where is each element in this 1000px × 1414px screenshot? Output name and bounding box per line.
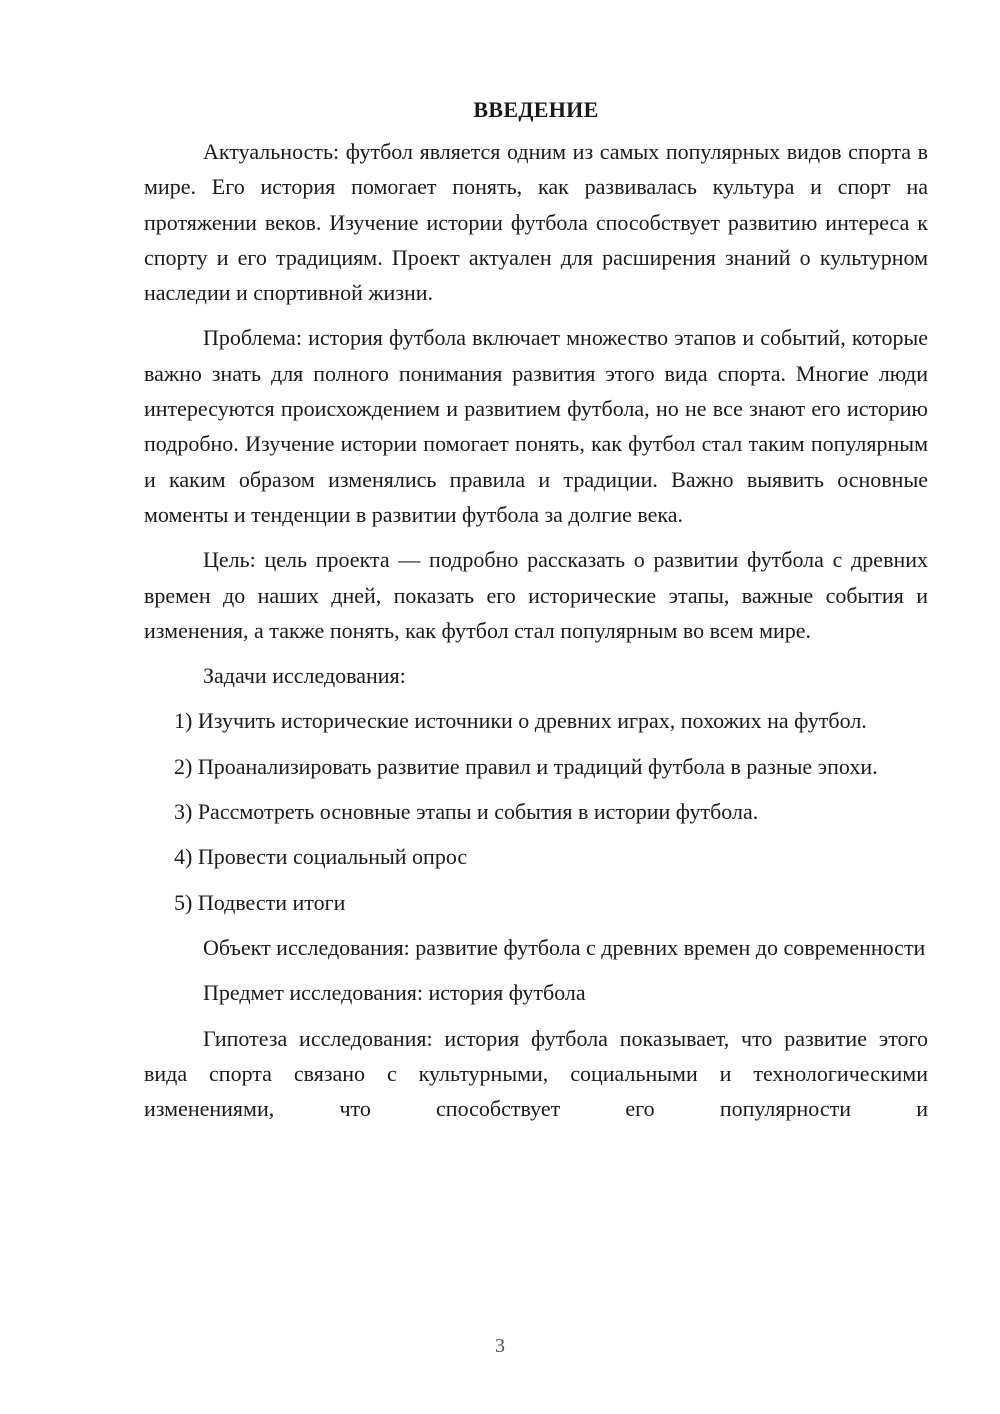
task-item-5: 5) Подвести итоги — [174, 889, 346, 915]
paragraph-problem: Проблема: история футбола включает множество этапов и событий, которые важно знать для полного понимания развития этого вида спорта. Многие люди интересуются происхождением и развитием футбола, но не все знают его историю подробно. Изучение истории помогает понять, как футбол стал таким популярным и каким образом изменялись правила и традиции. Важно выявить основные моменты и тенденции в развитии футбола за долгие века. — [144, 325, 928, 527]
paragraph-relevance: Актуальность: футбол является одним из самых популярных видов спорта в мире. Его история помогает понять, как развивалась культура и спорт на протяжении веков. Изучение истории футбола способствует развитию интереса к спорту и его традициям. Проект актуален для расширения знаний о культурном наследии и спортивной жизни. — [144, 139, 928, 306]
task-item-3: 3) Рассмотреть основные этапы и события в истории футбола. — [174, 799, 759, 825]
task-item-2: 2) Проанализировать развитие правил и традиций футбола в разные эпохи. — [174, 753, 878, 779]
paragraph-subject: Предмет исследования: история футбола — [203, 980, 586, 1006]
paragraph-hypothesis: Гипотеза исследования: история футбола показывает, что развитие этого вида спорта связано с культурными, социальными и технологическими изменениями, что способствует его популярности и — [144, 1025, 928, 1122]
document-page — [144, 95, 928, 1126]
section-heading: ВВЕДЕНИЕ — [473, 97, 599, 122]
paragraph-goal: Цель: цель проекта — подробно рассказать о развитии футбола с древних времен до наших дней, показать его исторические этапы, важные события и изменения, а также понять, как футбол стал популярным во всем мире. — [144, 547, 928, 643]
task-item-4: 4) Провести социальный опрос — [174, 844, 468, 870]
page-number: 3 — [495, 1335, 505, 1357]
tasks-heading: Задачи исследования: — [203, 663, 406, 689]
paragraph-object: Объект исследования: развитие футбола с древних времен до современности — [203, 934, 926, 960]
task-item-1: 1) Изучить исторические источники о древних играх, похожих на футбол. — [174, 708, 867, 734]
